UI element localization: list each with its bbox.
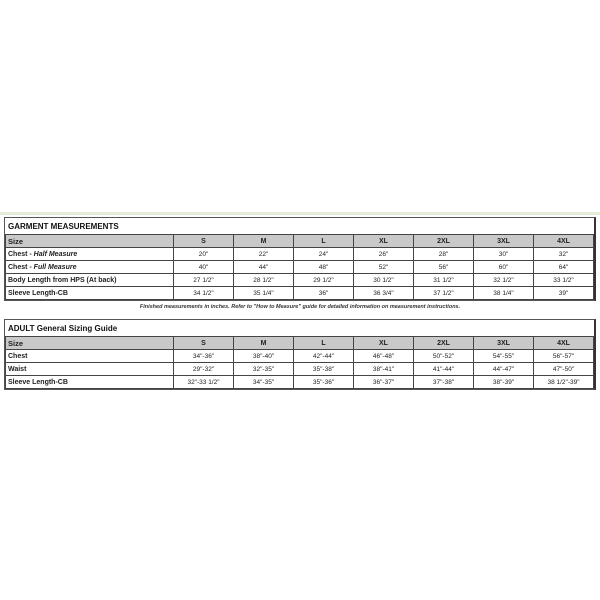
garment-measurements-table bbox=[5, 234, 594, 300]
table-cell: 39" bbox=[534, 287, 594, 300]
adult-sizing-title: ADULT General Sizing Guide bbox=[8, 324, 118, 333]
table-row bbox=[6, 350, 594, 363]
table-cell: 33 1/2" bbox=[534, 274, 594, 287]
header-cell: 2XL bbox=[414, 337, 474, 350]
header-cell: 3XL bbox=[474, 337, 534, 350]
garment-measurements-section bbox=[4, 217, 596, 313]
header-cell: M bbox=[234, 337, 294, 350]
table-cell: 36"-37" bbox=[354, 376, 414, 389]
table-cell: 37 1/2" bbox=[414, 287, 474, 300]
table-cell: 42"-44" bbox=[294, 350, 354, 363]
table-cell: 60" bbox=[474, 261, 534, 274]
table-cell: 52" bbox=[354, 261, 414, 274]
header-cell: Size bbox=[6, 337, 174, 350]
table-row bbox=[6, 376, 594, 389]
table-cell: 22" bbox=[234, 248, 294, 261]
table-cell: 31 1/2" bbox=[414, 274, 474, 287]
table-cell: 38"-41" bbox=[354, 363, 414, 376]
table-row bbox=[6, 261, 594, 274]
measurement-note: Finished measurements in inches. Refer to "How to Measure" guide for detailed information on measurement instructions. bbox=[139, 304, 461, 310]
table-cell: 32" bbox=[534, 248, 594, 261]
table-cell: 30" bbox=[474, 248, 534, 261]
table-cell: 29"-32" bbox=[174, 363, 234, 376]
adult-sizing-table bbox=[5, 336, 594, 389]
header-cell: 4XL bbox=[534, 235, 594, 248]
adult-sizing-section bbox=[4, 319, 596, 390]
table-row bbox=[6, 248, 594, 261]
table-cell: 40" bbox=[174, 261, 234, 274]
table-cell: 38"-39" bbox=[474, 376, 534, 389]
table-cell: 36" bbox=[294, 287, 354, 300]
table-cell: 28 1/2" bbox=[234, 274, 294, 287]
table-cell: 35"-36" bbox=[294, 376, 354, 389]
adult-sizing-box bbox=[4, 319, 596, 390]
table-cell: 50"-52" bbox=[414, 350, 474, 363]
table-cell: 26" bbox=[354, 248, 414, 261]
table-cell: 34"-35" bbox=[234, 376, 294, 389]
table-cell: 28" bbox=[414, 248, 474, 261]
table-cell: 56"-57" bbox=[534, 350, 594, 363]
table-cell: 41"-44" bbox=[414, 363, 474, 376]
table-row bbox=[6, 274, 594, 287]
header-cell: Size bbox=[6, 235, 174, 248]
header-cell: XL bbox=[354, 337, 414, 350]
row-label: Sleeve Length-CB bbox=[6, 287, 174, 300]
table-cell: 29 1/2" bbox=[294, 274, 354, 287]
table-cell: 54"-55" bbox=[474, 350, 534, 363]
header-cell: XL bbox=[354, 235, 414, 248]
top-divider bbox=[0, 212, 600, 215]
header-cell: L bbox=[294, 337, 354, 350]
table-header-row bbox=[6, 337, 594, 350]
table-row bbox=[6, 287, 594, 300]
header-cell: M bbox=[234, 235, 294, 248]
header-cell: S bbox=[174, 337, 234, 350]
table-cell: 32 1/2" bbox=[474, 274, 534, 287]
garment-measurements-title: GARMENT MEASUREMENTS bbox=[8, 222, 119, 231]
header-cell: 3XL bbox=[474, 235, 534, 248]
table-cell: 44"-47" bbox=[474, 363, 534, 376]
table-header-row bbox=[6, 235, 594, 248]
table-cell: 37"-38" bbox=[414, 376, 474, 389]
table-cell: 35"-38" bbox=[294, 363, 354, 376]
row-label-text: Chest - bbox=[8, 250, 34, 258]
table-cell: 20" bbox=[174, 248, 234, 261]
header-cell: S bbox=[174, 235, 234, 248]
table-cell: 64" bbox=[534, 261, 594, 274]
table-row bbox=[6, 363, 594, 376]
row-label: Sleeve Length-CB bbox=[6, 376, 174, 389]
table-cell: 24" bbox=[294, 248, 354, 261]
table-cell: 38"-40" bbox=[234, 350, 294, 363]
table-cell: 46"-48" bbox=[354, 350, 414, 363]
table-cell: 32"-33 1/2" bbox=[174, 376, 234, 389]
table-cell: 44" bbox=[234, 261, 294, 274]
row-label bbox=[6, 248, 174, 261]
garment-measurements-box bbox=[4, 217, 596, 301]
row-label-emphasis: Full Measure bbox=[33, 263, 77, 271]
table-cell: 38 1/2"-39" bbox=[534, 376, 594, 389]
table-cell: 48" bbox=[294, 261, 354, 274]
row-label: Body Length from HPS (At back) bbox=[6, 274, 174, 287]
row-label bbox=[6, 261, 174, 274]
row-label-text: Chest - bbox=[8, 263, 34, 271]
row-label-emphasis: Half Measure bbox=[33, 250, 78, 258]
table-cell: 34 1/2" bbox=[174, 287, 234, 300]
table-cell: 30 1/2" bbox=[354, 274, 414, 287]
table-cell: 56" bbox=[414, 261, 474, 274]
table-cell: 36 3/4" bbox=[354, 287, 414, 300]
table-cell: 27 1/2" bbox=[174, 274, 234, 287]
header-cell: 4XL bbox=[534, 337, 594, 350]
header-cell: L bbox=[294, 235, 354, 248]
row-label: Chest bbox=[6, 350, 174, 363]
table-cell: 47"-50" bbox=[534, 363, 594, 376]
header-cell: 2XL bbox=[414, 235, 474, 248]
row-label: Waist bbox=[6, 363, 174, 376]
table-cell: 38 1/4" bbox=[474, 287, 534, 300]
table-cell: 32"-35" bbox=[234, 363, 294, 376]
table-cell: 35 1/4" bbox=[234, 287, 294, 300]
table-cell: 34"-36" bbox=[174, 350, 234, 363]
